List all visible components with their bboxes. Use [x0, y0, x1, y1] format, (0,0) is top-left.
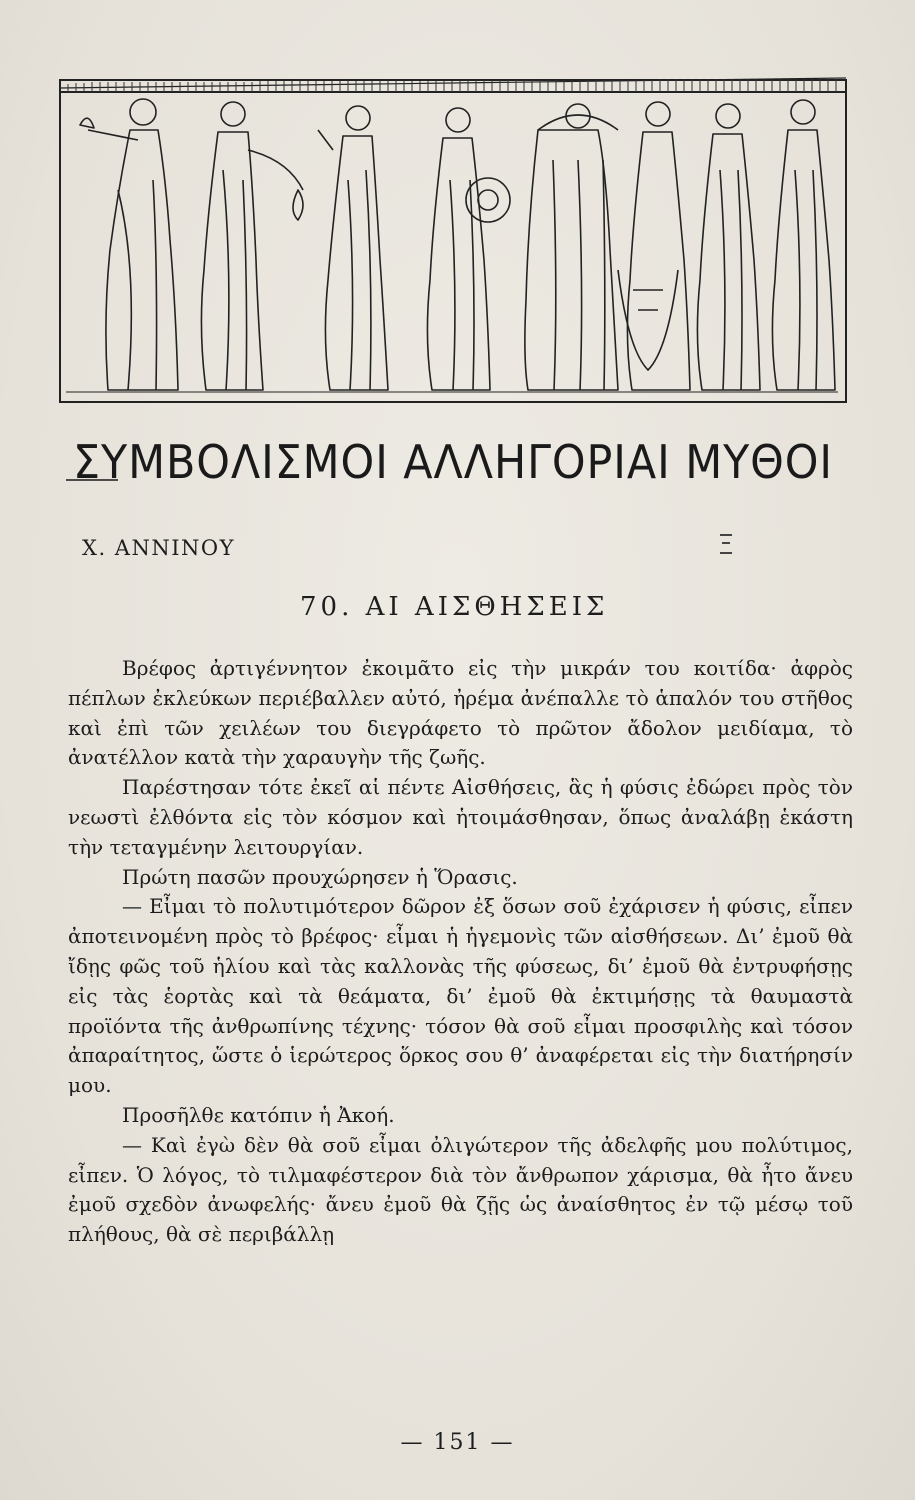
body-text — [68, 654, 853, 1250]
printer-mark-icon — [720, 534, 732, 554]
masthead-title-text: ΣΥΜΒΟΛΙΣΜΟΙ ΑΛΛΗΓΟΡΙΑΙ ΜΥΘΟΙ — [73, 435, 833, 489]
masthead-title — [58, 400, 848, 500]
muses-frieze-illustration — [58, 70, 848, 405]
author-name: Χ. ΑΝΝΙΝΟΥ — [82, 536, 235, 560]
paragraph: — Καὶ ἐγὼ δὲν θὰ σοῦ εἶμαι ὀλιγώτερον τῆς ἀδελφῆς μου πολύτιμος, εἶπεν. Ὁ λόγος, τὸ τιλμαφέστερον διὰ τὸν ἄνθρωπον χάρισμα, θὰ ἦτο ἄνευ ἐμοῦ σχεδὸν ἀνωφελής· ἄνευ ἐμοῦ θὰ ζῇς ὡς ἀναίσθητος ἐν τῷ μέσῳ τοῦ πλήθους, θὰ σὲ περιβάλλῃ — [68, 1132, 853, 1247]
paragraph: Προσῆλθε κατόπιν ἡ Ἀκοή. — [122, 1102, 395, 1127]
page-number: — 151 — — [400, 1430, 515, 1455]
paragraph: — Εἶμαι τὸ πολυτιμότερον δῶρον ἐξ ὅσων σοῦ ἐχάρισεν ἡ φύσις, εἶπεν ἀποτεινομένη πρὸς τὸ βρέφος· εἶμαι ἡ ἡγεμονὶς τῶν αἰσθήσεων. Δι’ ἐμοῦ θὰ ἴδῃς φῶς τοῦ ἡλίου καὶ τὰς καλλονὰς τῆς φύσεως, δι’ ἐμοῦ θὰ ἐντρυφήσῃς εἰς τὰς ἑορτὰς καὶ τὰ θεάματα, δι’ ἐμοῦ θὰ ἐκτιμήσῃς τὰ θαυμαστὰ προϊόντα τῆς ἀνθρωπίνης τέχνης· τόσον θὰ σοῦ εἶμαι προσφιλὴς καὶ τόσον ἀπαραίτητος, ὥστε ὁ ἱερώτερος ὅρκος σου θ’ ἀναφέρεται εἰς τὴν διατήρησίν μου. — [68, 894, 853, 1098]
paragraph: Βρέφος ἀρτιγέννητον ἐκοιμᾶτο εἰς τὴν μικράν του κοιτίδα· ἀφρὸς πέπλων ἐκλεύκων περιέβαλλεν αὐτό, ἠρέμα ἀνέπαλλε τὸ ἁπαλόν του στῆθος καὶ ἐπὶ τῶν χειλέων του διεγράφετο τὸ πρῶτον ἄδολον μειδίαμα, τὸ ἀνατέλλον κατὰ τὴν χαραυγὴν τῆς ζωῆς. — [68, 656, 853, 770]
chapter-title: 70. ΑΙ ΑΙΣΘΗΣΕΙΣ — [300, 592, 609, 622]
paragraph: Παρέστησαν τότε ἐκεῖ αἱ πέντε Αἰσθήσεις, ἃς ἡ φύσις ἐδώρει πρὸς τὸν νεωστὶ ἐλθόντα εἰς τὸν κόσμον καὶ ἡτοιμάσθησαν, ὅπως ἀναλάβῃ ἑκάστη τὴν τεταγμένην λειτουργίαν. — [68, 775, 853, 859]
paragraph: Πρώτη πασῶν προυχώρησεν ἡ Ὅρασις. — [122, 864, 518, 889]
